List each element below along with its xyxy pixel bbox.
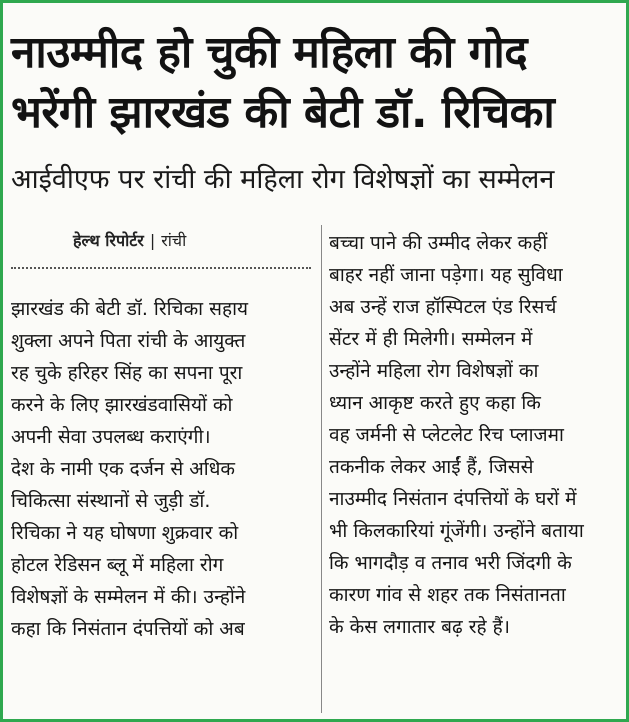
dotted-divider: [11, 267, 311, 269]
body-line: बच्चा पाने की उम्मीद लेकर कहीं: [329, 232, 548, 254]
body-line: बाहर नहीं जाना पड़ेगा। यह सुविधा: [329, 264, 563, 286]
body-line: नाउम्मीद निसंतान दंपत्तियों के घरों में: [329, 488, 577, 510]
body-line: कहा कि निसंतान दंपत्तियों को अब: [11, 618, 245, 640]
body-line: तकनीक लेकर आईं हैं, जिससे: [329, 456, 534, 478]
body-line: सेंटर में ही मिलेगी। सम्मेलन में: [329, 328, 533, 350]
body-line: उन्होंने महिला रोग विशेषज्ञों का: [329, 360, 539, 382]
body-line: झारखंड की बेटी डॉ. रिचिका सहाय: [11, 298, 249, 320]
body-line: रह चुके हरिहर सिंह का सपना पूरा: [11, 362, 243, 384]
byline-place: रांची: [161, 231, 187, 250]
body-line: विशेषज्ञों के सम्मेलन में की। उन्होंने: [11, 586, 246, 608]
body-line: देश के नामी एक दर्जन से अधिक: [11, 458, 235, 480]
body-column-right: [329, 227, 621, 643]
body-line: भी किलकारियां गूंजेंगी। उन्होंने बताया: [329, 520, 584, 542]
body-line: कि भागदौड़ व तनाव भरी जिंदगी के: [329, 552, 572, 574]
body-column-left: [11, 293, 313, 645]
body-line: चिकित्सा संस्थानों से जुड़ी डॉ.: [11, 490, 211, 512]
body-line: ध्यान आकृष्ट करते हुए कहा कि: [329, 392, 541, 414]
byline-reporter: हेल्थ रिपोर्टर: [73, 231, 144, 250]
body-line: वह जर्मनी से प्लेटलेट रिच प्लाजमा: [329, 424, 564, 446]
column-divider: [321, 225, 322, 713]
byline-separator: |: [149, 231, 156, 250]
byline: [73, 229, 186, 251]
body-line: होटल रेडिसन ब्लू में महिला रोग: [11, 554, 224, 576]
body-line: कारण गांव से शहर तक निसंतानता: [329, 584, 566, 606]
body-line: अब उन्हें राज हॉस्पिटल एंड रिसर्च: [329, 296, 557, 318]
subheadline: आईवीएफ पर रांची की महिला रोग विशेषज्ञों का सम्मेलन: [11, 164, 555, 195]
headline-line-2: भरेंगी झारखंड की बेटी डॉ. रिचिका: [11, 87, 555, 138]
body-line: रिचिका ने यह घोषणा शुक्रवार को: [11, 522, 239, 544]
body-line: शुक्ला अपने पिता रांची के आयुक्त: [11, 330, 246, 352]
body-line: के केस लगातार बढ़ रहे हैं।: [329, 616, 510, 638]
headline-line-1: नाउम्मीद हो चुकी महिला की गोद: [11, 27, 528, 78]
body-line: करने के लिए झारखंडवासियों को: [11, 394, 233, 416]
body-line: अपनी सेवा उपलब्ध कराएंगी।: [11, 426, 211, 448]
